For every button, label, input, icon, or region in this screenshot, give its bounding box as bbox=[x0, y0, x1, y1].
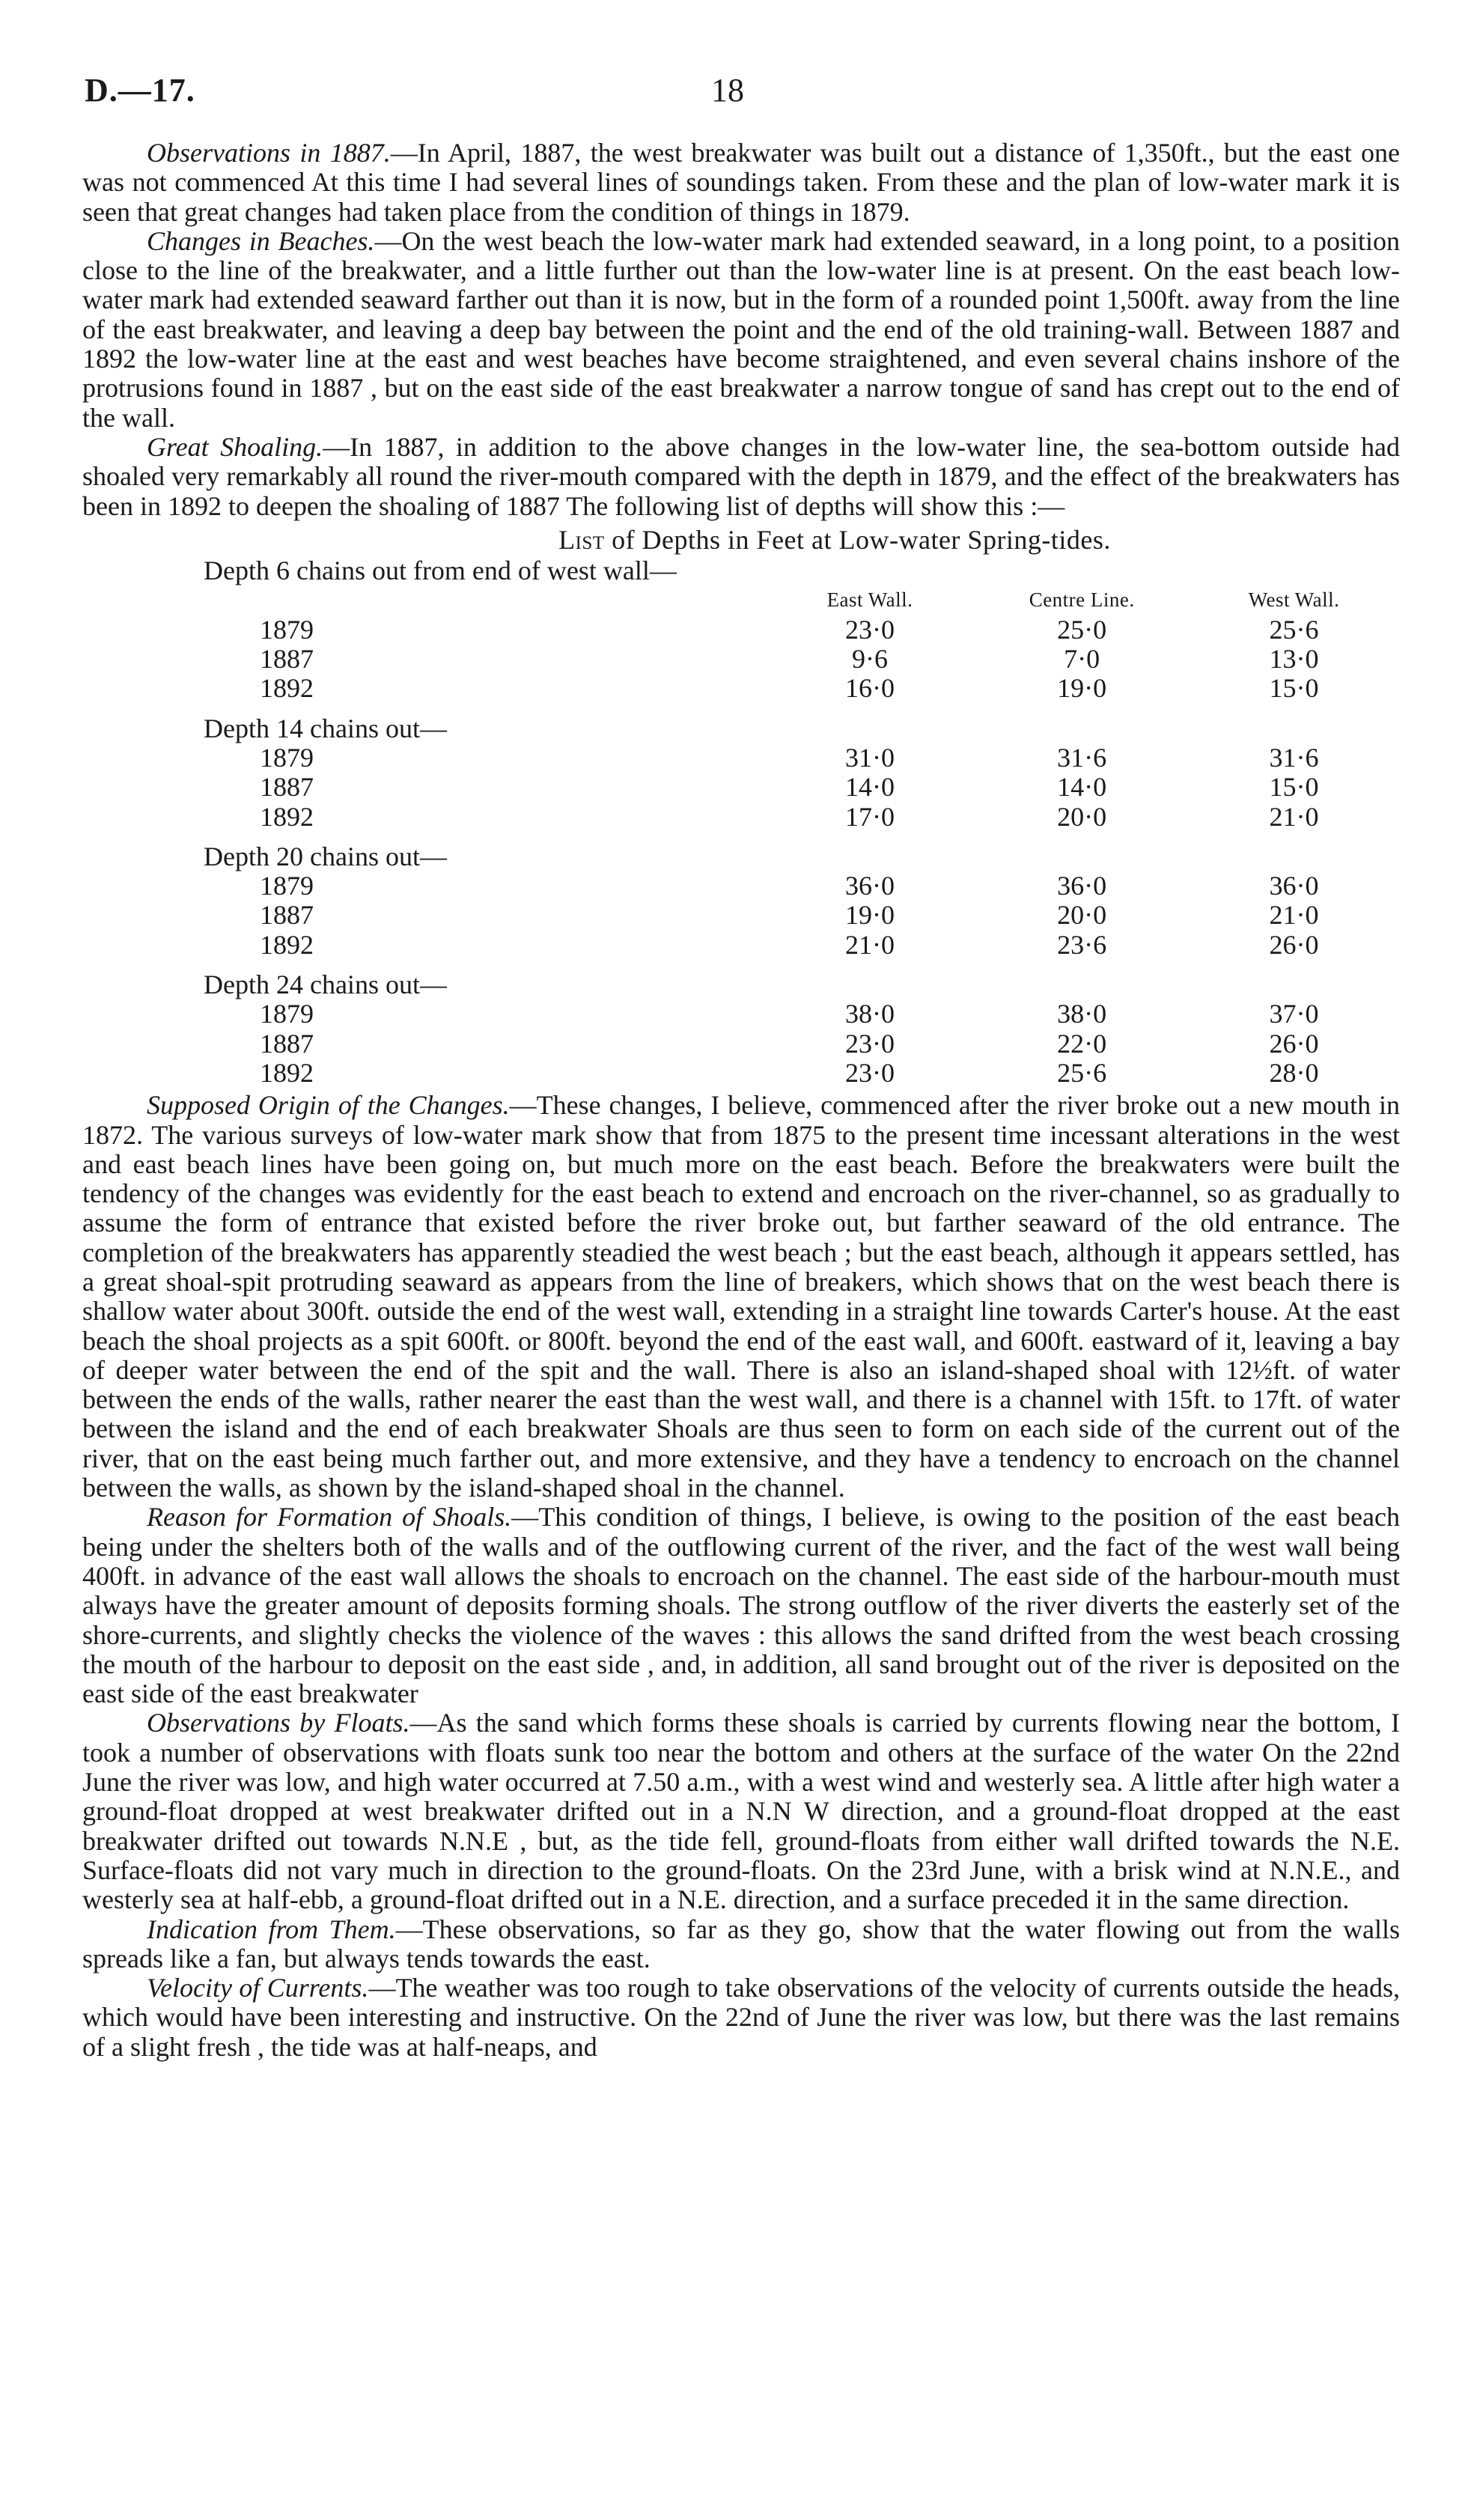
group-label-row bbox=[82, 842, 1400, 871]
east-cell: 17·0 bbox=[844, 801, 895, 832]
paragraph bbox=[82, 1503, 1400, 1708]
centre-cell: 23·6 bbox=[1057, 929, 1107, 960]
group-label-row bbox=[82, 714, 1400, 743]
centre-cell: 20·0 bbox=[1057, 900, 1107, 931]
west-cell: 21·0 bbox=[1269, 801, 1319, 832]
paragraph bbox=[82, 1915, 1400, 1974]
year-cell: 1887 bbox=[260, 1028, 314, 1059]
paragraph bbox=[82, 1091, 1400, 1503]
paragraph-text: —In 1887, in addition to the above changes in the low-water line, the sea-bottom outside had shoaled very remarkably all round the river-mouth compared with the depth in 1879, and the effect of the breakwaters has been in 1892 to deepen the shoaling of 1887 The following list of depths will show this :— bbox=[82, 431, 1401, 521]
west-cell: 26·0 bbox=[1269, 1028, 1319, 1059]
paragraph-text: —On the west beach the low-water mark had extended seaward, in a long point, to a position close to the line of the breakwater, and a little further out than the low-water line is at present. On the east beach low-water mark had extended seaward farther out than it is now, but in the form of a rounded point 1,500ft. away from the line of the east breakwater, and leaving a deep bay between the point and the end of the old training-wall. Between 1887 and 1892 the low-water line at the east and west beaches have become straightened, and even several chains inshore of the protrusions found in 1887 , but on the east side of the east breakwater a narrow tongue of sand has crept out to the end of the wall. bbox=[82, 225, 1400, 433]
paragraph-heading: Reason for Formation of Shoals. bbox=[147, 1502, 512, 1533]
paragraph-text: —This condition of things, I believe, is owing to the position of the east beach being under the shelters both of the walls and of the outflowing current of the river, and the fact of the west wall being 400ft. in advance of the east wall allows the shoals to encroach on the channel. The east side of the harbour-mouth must always have the greater amount of deposits forming shoals. The strong outflow of the river diverts the easterly set of the shore-currents, and slightly checks the violence of the waves : this allows the sand drifted from the west beach crossing the mouth of the harbour to deposit on the east side , and, in addition, all sand brought out of the river is deposited on the east side of the east breakwater bbox=[82, 1502, 1400, 1709]
east-cell: 38·0 bbox=[844, 999, 895, 1029]
group-label-row bbox=[82, 556, 1400, 585]
year-cell: 1892 bbox=[260, 801, 314, 832]
paragraph-heading: Indication from Them. bbox=[147, 1914, 396, 1944]
year-cell: 1879 bbox=[260, 871, 314, 901]
body-text bbox=[82, 139, 1400, 2062]
paragraph-heading: Observations by Floats. bbox=[147, 1708, 410, 1738]
year-cell: 1879 bbox=[260, 614, 314, 645]
west-cell: 28·0 bbox=[1269, 1057, 1319, 1088]
centre-cell: 7·0 bbox=[1064, 644, 1100, 675]
paragraph bbox=[82, 227, 1400, 433]
table-caption bbox=[82, 526, 1400, 555]
table-row bbox=[82, 773, 1400, 802]
east-cell: 21·0 bbox=[844, 929, 895, 960]
west-cell: 13·0 bbox=[1269, 644, 1319, 675]
centre-cell: 20·0 bbox=[1057, 801, 1107, 832]
table-row bbox=[82, 674, 1400, 703]
year-cell: 1887 bbox=[260, 772, 314, 803]
table-row bbox=[82, 1059, 1400, 1088]
table-row bbox=[82, 999, 1400, 1029]
paragraph-text: —The weather was too rough to take observations of the velocity of currents outside the heads, which would have been interesting and instructive. On the 22nd of June the river was low, but there was the last remains of a slight fresh , the tide was at half-neaps, and bbox=[82, 1973, 1400, 2062]
east-cell: 23·0 bbox=[844, 614, 895, 645]
west-cell: 26·0 bbox=[1269, 929, 1319, 960]
paragraph-text: —As the sand which forms these shoals is carried by currents flowing near the bottom, I took a number of observations with floats sunk too near the bottom and others at the surface of the water On the 22nd June the river was low, and high water occurred at 7.50 a.m., with a west wind and westerly sea. A little after high water a ground-float dropped at west breakwater drifted out in a N.N W direction, and a ground-float dropped at the east breakwater drifted out towards N.N.E , but, as the tide fell, ground-floats from either wall drifted towards the N.E. Surface-floats did not vary much in direction to the ground-floats. On the 23rd June, with a brisk wind at N.N.E., and westerly sea at half-ebb, a ground-float drifted out in a N.E. direction, and a surface preceded it in the same direction. bbox=[82, 1708, 1400, 1915]
table-row bbox=[82, 931, 1400, 960]
table-row bbox=[82, 615, 1400, 645]
document-code: D.—17. bbox=[85, 72, 195, 109]
column-header-centre: Centre Line. bbox=[1029, 588, 1135, 612]
west-cell: 37·0 bbox=[1269, 999, 1319, 1029]
paragraph-heading: Great Shoaling. bbox=[147, 431, 323, 462]
group-label-row bbox=[82, 970, 1400, 999]
east-cell: 16·0 bbox=[844, 673, 895, 704]
table-row bbox=[82, 645, 1400, 674]
centre-cell: 25·0 bbox=[1057, 614, 1107, 645]
west-cell: 21·0 bbox=[1269, 900, 1319, 931]
paragraph-heading: Velocity of Currents. bbox=[147, 1973, 369, 2003]
centre-cell: 19·0 bbox=[1057, 673, 1107, 704]
year-cell: 1892 bbox=[260, 929, 314, 960]
west-cell: 31·6 bbox=[1269, 742, 1319, 773]
table-caption-rest: of Depths in Feet at Low-water Spring-tides. bbox=[604, 524, 1111, 555]
group-label: Depth 6 chains out from end of west wall— bbox=[204, 556, 677, 586]
year-cell: 1879 bbox=[260, 742, 314, 773]
column-header-row bbox=[82, 585, 1400, 615]
paragraph-text: —These changes, I believe, commenced after the river broke out a new mouth in 1872. The various surveys of low-water mark show that from 1875 to the present time incessant alterations in the west and east beach lines have been going on, but much more on the east beach. Before the breakwaters were built the tendency of the changes was evidently for the east beach to extend and encroach on the river-channel, so as gradually to assume the form of entrance that existed before the river broke out, but farther seaward of the old entrance. The completion of the breakwaters has apparently steadied the west beach ; but the east beach, although it appears settled, has a great shoal-spit protruding seaward as appears from the line of breakers, which shows that on the west beach there is shallow water about 300ft. outside the end of the west wall, extending in a straight line towards Carter's house. At the east beach the shoal projects as a spit 600ft. or 800ft. beyond the end of the east wall, and 600ft. eastward of it, leaving a bay of deeper water between the end of the spit and the wall. There is also an island-shaped shoal with 12½ft. of water between the ends of the walls, rather nearer the east than the west wall, and there is a channel with 15ft. to 17ft. of water between the island and the end of each breakwater Shoals are thus seen to form on each side of the current out of the river, that on the east being much farther out, and more extensive, and they have a tendency to encroach on the channel between the walls, as shown by the island-shaped shoal in the channel. bbox=[82, 1090, 1400, 1503]
body-text-continued bbox=[82, 1091, 1400, 2062]
west-cell: 25·6 bbox=[1269, 614, 1319, 645]
group-label: Depth 20 chains out— bbox=[204, 841, 447, 871]
year-cell: 1892 bbox=[260, 673, 314, 704]
paragraph bbox=[82, 1973, 1400, 2062]
centre-cell: 22·0 bbox=[1057, 1028, 1107, 1059]
paragraph-heading: Observations in 1887. bbox=[147, 138, 391, 168]
group-label: Depth 24 chains out— bbox=[204, 970, 447, 1000]
year-cell: 1879 bbox=[260, 999, 314, 1029]
table-row bbox=[82, 1029, 1400, 1059]
west-cell: 36·0 bbox=[1269, 871, 1319, 901]
column-header-west: West Wall. bbox=[1248, 588, 1340, 612]
east-cell: 23·0 bbox=[844, 1057, 895, 1088]
year-cell: 1887 bbox=[260, 900, 314, 931]
centre-cell: 14·0 bbox=[1057, 772, 1107, 803]
centre-cell: 38·0 bbox=[1057, 999, 1107, 1029]
paragraph-heading: Changes in Beaches. bbox=[147, 225, 375, 256]
east-cell: 9·6 bbox=[851, 644, 888, 675]
east-cell: 19·0 bbox=[844, 900, 895, 931]
east-cell: 14·0 bbox=[844, 772, 895, 803]
year-cell: 1887 bbox=[260, 644, 314, 675]
paragraph-text: —In April, 1887, the west breakwater was built out a distance of 1,350ft., but the east one was not commenced At this time I had several lines of soundings taken. From these and the plan of low-water mark it is seen that great changes had taken place from the condition of things in 1879. bbox=[82, 138, 1400, 227]
paragraph bbox=[82, 433, 1400, 521]
depth-table bbox=[82, 556, 1400, 1088]
centre-cell: 31·6 bbox=[1057, 742, 1107, 773]
table-row bbox=[82, 901, 1400, 930]
paragraph bbox=[82, 1708, 1400, 1914]
paragraph bbox=[82, 139, 1400, 227]
table-row bbox=[82, 743, 1400, 773]
paragraph-text: —These observations, so far as they go, show that the water flowing out from the walls spreads like a fan, but always tends towards the east. bbox=[82, 1914, 1400, 1973]
page-number: 18 bbox=[711, 72, 744, 109]
east-cell: 31·0 bbox=[844, 742, 895, 773]
table-row bbox=[82, 803, 1400, 832]
table-caption-prefix: List bbox=[558, 524, 605, 555]
centre-cell: 36·0 bbox=[1057, 871, 1107, 901]
west-cell: 15·0 bbox=[1269, 772, 1319, 803]
group-label: Depth 14 chains out— bbox=[204, 713, 447, 743]
column-header-east: East Wall. bbox=[826, 588, 913, 612]
year-cell: 1892 bbox=[260, 1057, 314, 1088]
centre-cell: 25·6 bbox=[1057, 1057, 1107, 1088]
west-cell: 15·0 bbox=[1269, 673, 1319, 704]
east-cell: 23·0 bbox=[844, 1028, 895, 1059]
table-row bbox=[82, 871, 1400, 901]
paragraph-heading: Supposed Origin of the Changes. bbox=[147, 1090, 510, 1121]
east-cell: 36·0 bbox=[844, 871, 895, 901]
